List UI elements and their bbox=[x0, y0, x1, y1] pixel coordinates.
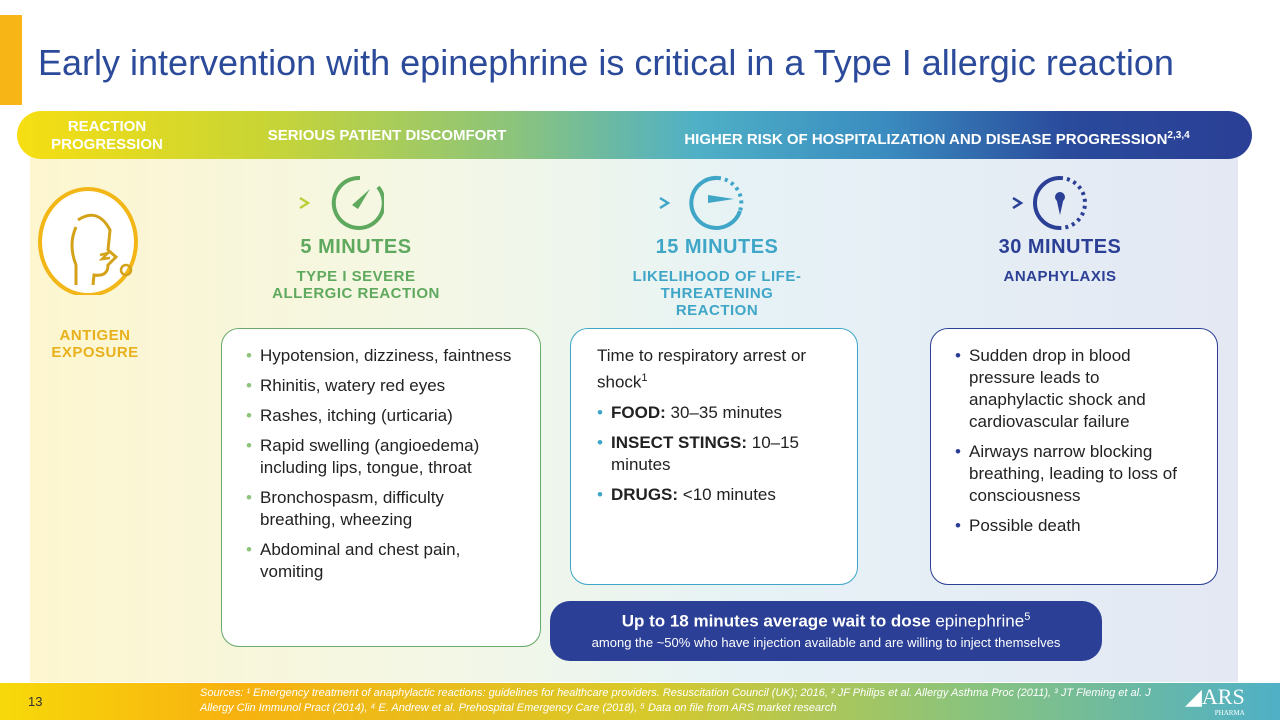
intro-text: Time to respiratory arrest or shock bbox=[597, 346, 807, 392]
callout-subtext: among the ~50% who have injection available and are willing to inject themselves bbox=[591, 634, 1061, 650]
sources-text: Sources: ¹ Emergency treatment of anaphylactic reactions: guidelines for healthcare providers. Resuscitation Council (UK); 2016, ² JF Philips et al. Allergy Asthma Proc (2011), ³ JT Fleming et al. J Allergy Clin Immunol Pract (2014), ⁴ E. Andrew et al. Prehospital Emergency Care (2018), ⁵ Data on file from ARS market research bbox=[200, 687, 1151, 714]
higher-risk-label bbox=[637, 127, 1237, 149]
list-item: • Rashes, itching (urticaria) bbox=[246, 405, 520, 427]
item-value: 10–15 minutes bbox=[611, 432, 800, 474]
callout-bold: Up to 18 minutes average wait to dose bbox=[621, 611, 931, 631]
timer-15-icon bbox=[688, 175, 744, 231]
list-item bbox=[597, 484, 837, 506]
progression-banner bbox=[17, 111, 1252, 159]
symptoms-list bbox=[246, 345, 520, 583]
timer-30-icon bbox=[1032, 175, 1088, 231]
symptoms-box bbox=[221, 328, 541, 647]
stage-1-time: 5 MINUTES bbox=[300, 236, 412, 258]
list-item bbox=[597, 432, 837, 476]
list-item bbox=[597, 402, 837, 424]
timing-list bbox=[597, 402, 837, 506]
slide-title: Early intervention with epinephrine is critical in a Type I allergic reaction bbox=[38, 42, 1174, 83]
stage-2-time: 15 MINUTES bbox=[655, 236, 779, 258]
ars-pharma-logo: ◢ARS PHARMA bbox=[1185, 684, 1245, 717]
respiratory-intro bbox=[597, 345, 837, 394]
anaphylaxis-list bbox=[955, 345, 1197, 537]
risk-superscript: 2,3,4 bbox=[1167, 130, 1190, 141]
list-item: • Rapid swelling (angioedema) including lips, tongue, throat bbox=[246, 435, 520, 479]
stage-2-desc: LIKELIHOOD OF LIFE-THREATENING REACTION bbox=[632, 268, 802, 319]
reaction-progression-label: REACTION PROGRESSION bbox=[51, 118, 163, 153]
list-item: • Possible death bbox=[955, 515, 1197, 537]
list-item: • Abdominal and chest pain, vomiting bbox=[246, 539, 520, 583]
anaphylaxis-box bbox=[930, 328, 1218, 585]
item-label: INSECT STINGS: bbox=[611, 432, 748, 452]
timer-5-icon bbox=[328, 175, 384, 231]
callout-rest: epinephrine bbox=[930, 611, 1025, 631]
intro-superscript: 1 bbox=[641, 372, 648, 384]
item-value: 30–35 minutes bbox=[665, 402, 783, 422]
respiratory-arrest-box bbox=[570, 328, 858, 585]
title-accent-bar bbox=[0, 15, 22, 105]
list-item: • Airways narrow blocking breathing, leading to loss of consciousness bbox=[955, 441, 1197, 507]
stage-3-time: 30 MINUTES bbox=[998, 236, 1122, 258]
list-item: • Rhinitis, watery red eyes bbox=[246, 375, 520, 397]
serious-discomfort-label: SERIOUS PATIENT DISCOMFORT bbox=[267, 127, 507, 144]
footer bbox=[0, 683, 1280, 720]
list-item: • Sudden drop in blood pressure leads to anaphylactic shock and cardiovascular failure bbox=[955, 345, 1197, 433]
item-value: <10 minutes bbox=[678, 484, 776, 504]
wait-time-callout bbox=[550, 601, 1102, 661]
page-number: 13 bbox=[28, 694, 43, 709]
item-label: FOOD: bbox=[611, 402, 666, 422]
callout-superscript: 5 bbox=[1024, 611, 1031, 623]
timeline-arrows bbox=[0, 190, 1280, 220]
list-item: • Bronchospasm, difficulty breathing, wheezing bbox=[246, 487, 520, 531]
list-item: • Hypotension, dizziness, faintness bbox=[246, 345, 520, 367]
stage-3-desc: ANAPHYLAXIS bbox=[1003, 268, 1117, 285]
stage-1-desc: TYPE I SEVERE ALLERGIC REACTION bbox=[272, 268, 440, 302]
antigen-exposure-label: ANTIGEN EXPOSURE bbox=[51, 327, 139, 361]
item-label: DRUGS: bbox=[611, 484, 679, 504]
higher-risk-text: HIGHER RISK OF HOSPITALIZATION AND DISEASE PROGRESSION bbox=[684, 131, 1168, 148]
